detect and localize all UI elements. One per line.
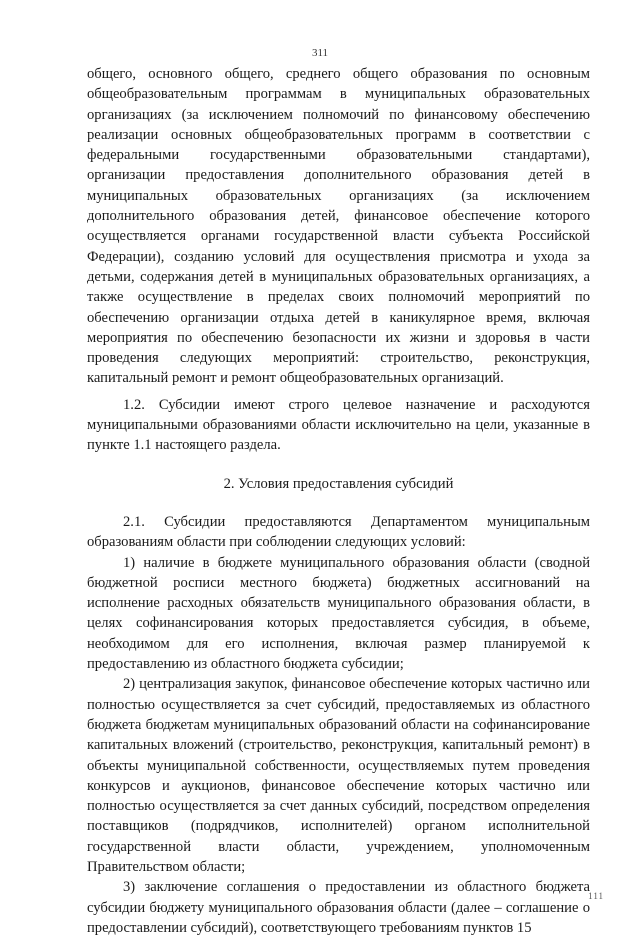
paragraph-2-1: 2.1. Субсидии предоставляются Департаментом муниципальным образованиям области при соблюдении следующих условий:: [87, 513, 590, 551]
footer-mark: 111: [588, 891, 604, 901]
condition-2: 2) централизация закупок, финансовое обеспечение которых частично или полностью осуществляется за счет субсидий, предоставляемых из областного бюджета бюджетам муниципальных образований области на софинансирование капитальных вложений (строительство, реконструкция, капитальный ремонт) в объекты муниципальной собственности, осуществляемых путем проведения конкурсов и аукционов, финансовое обеспечение которых частично или полностью осуществляется за счет данных субсидий, посредством определения поставщиков (подрядчиков, исполнителей) органом исполнительной государственной власти области, учреждением, уполномоченным Правительством области;: [87, 676, 590, 875]
paragraph-continuation: общего, основного общего, среднего общего образования по основным общеобразовательным программам в муниципальных образовательных организациях (за исключением полномочий по финансовому обеспечению реализации основных общеобразовательных программ в соответствии с федеральными государственными образовательными стандартами), организации предоставления дополнительного образования детей в муниципальных образовательных организациях (за исключением дополнительного образования детей, финансовое обеспечение которого осуществляется органами государственной власти субъекта Российской Федерации), созданию условий для осуществления присмотра и ухода за детьми, содержания детей в муниципальных образовательных организациях, а также осуществление в пределах своих полномочий мероприятий по обеспечению организации отдыха детей в каникулярное время, включая мероприятия по обеспечению безопасности их жизни и здоровья в части проведения следующих мероприятий: строительство, реконструкция, капитальный ремонт и ремонт общеобразовательных организаций.: [87, 66, 590, 387]
document-body: [87, 64, 590, 938]
section-heading: 2. Условия предоставления субсидий: [223, 475, 454, 492]
condition-3: 3) заключение соглашения о предоставлении из областного бюджета субсидии бюджету муниципального образования области (далее – соглашение о предоставлении субсидий), соответствующего требованиям пунктов 15: [87, 879, 590, 936]
condition-1: 1) наличие в бюджете муниципального образования области (сводной бюджетной росписи местного бюджета) бюджетных ассигнований на исполнение расходных обязательств муниципального образования области, в целях софинансирования которых предоставляется субсидия, в объеме, необходимом для его исполнения, включая размер планируемой к предоставлению из областного бюджета субсидии;: [87, 554, 590, 673]
page-number: 311: [311, 47, 329, 59]
paragraph-1-2: 1.2. Субсидии имеют строго целевое назначение и расходуются муниципальными образованиями области исключительно на цели, указанные в пункте 1.1 настоящего раздела.: [87, 396, 590, 454]
